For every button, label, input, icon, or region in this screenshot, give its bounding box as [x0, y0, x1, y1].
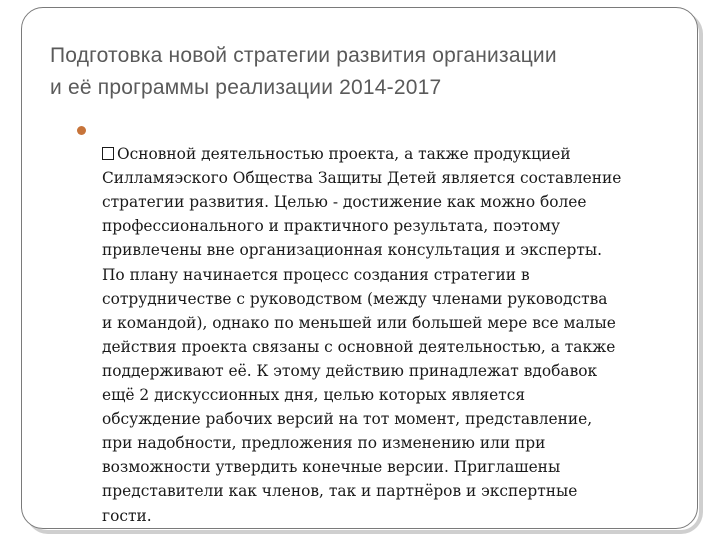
body-line-5: привлечены вне организационная консультация и эксперты.	[102, 241, 602, 260]
body-line-11: ещё 2 дискуссионных дня, целью которых является	[102, 386, 526, 405]
body-line-14: возможности утвердить конечные версии. Приглашены	[102, 458, 561, 477]
slide-title	[50, 40, 690, 104]
body-line-6: По плану начинается процесс создания стратегии в	[102, 265, 530, 284]
body-line-10: поддерживают её. К этому действию принадлежат вдобавок	[102, 361, 598, 380]
body-line-8: и командой), однако по меньшей или большей мере все малые	[102, 313, 616, 332]
body-line-13: при надобности, предложения по изменению или при	[102, 434, 546, 453]
body-line-2: Силламяэского Общества Защиты Детей является составление	[102, 169, 622, 188]
bullet-dot-icon	[77, 126, 86, 135]
body-line-15: представители как членов, так и партнёров и экспертные	[102, 482, 578, 501]
body-line-16: гости.	[102, 506, 152, 525]
checkbox-square-icon	[102, 147, 114, 160]
slide-body	[102, 118, 692, 528]
slide-title-text: Подготовка новой стратегии развития организации и её программы реализации 2014-2017	[50, 44, 557, 99]
body-line-1: Основной деятельностью проекта, а также продукцией	[117, 145, 571, 164]
body-line-12: обсуждение рабочих версий на тот момент, представление,	[102, 410, 593, 429]
body-line-9: действия проекта связаны с основной деятельностью, а также	[102, 337, 616, 356]
body-line-4: профессионального и практичного результата, поэтому	[102, 217, 561, 236]
body-line-3: стратегии развития. Целью - достижение как можно более	[102, 193, 587, 212]
body-line-7: сотрудничестве с руководством (между членами руководства	[102, 289, 608, 308]
